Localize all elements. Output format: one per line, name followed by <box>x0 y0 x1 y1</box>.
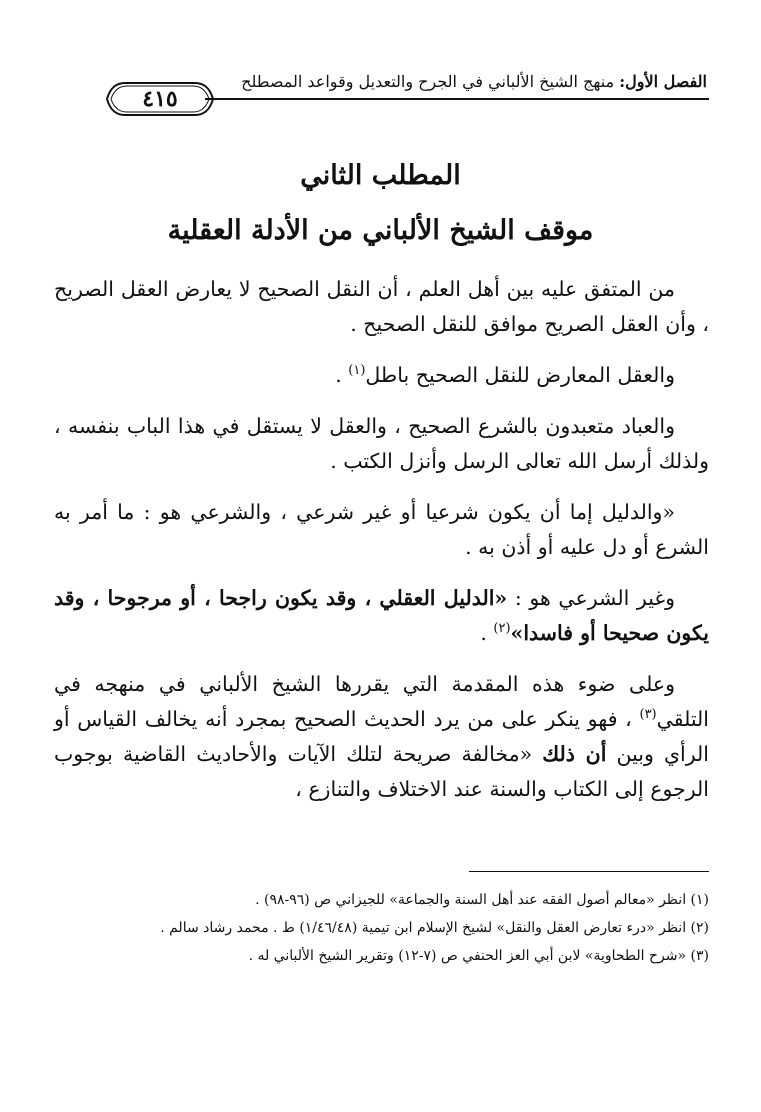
paragraph-5 <box>54 581 709 651</box>
page-number-frame <box>105 80 215 118</box>
paragraph-5-end: . <box>480 621 494 645</box>
chapter-title: منهج الشيخ الألباني في الجرح والتعديل وقواعد المصطلح <box>241 72 615 91</box>
header-rule <box>205 98 709 100</box>
paragraph-2 <box>54 358 709 393</box>
page-number: ٤١٥ <box>142 86 178 112</box>
section-heading: موقف الشيخ الألباني من الأدلة العقلية <box>167 215 594 246</box>
body-text <box>54 272 709 823</box>
chapter-label: الفصل الأول: <box>619 72 707 91</box>
footnotes <box>54 886 709 970</box>
paragraph-5-quote: «الدليل العقلي ، وقد يكون راجحا ، أو مرجوحا ، وقد يكون صحيحا أو فاسدا» <box>54 586 709 645</box>
footnote-1: (١) انظر «معالم أصول الفقه عند أهل السنة والجماعة» للجيزاني ص (٩٦-٩٨) . <box>255 892 709 908</box>
paragraph-6 <box>54 667 709 807</box>
paragraph-6-a: وعلى ضوء هذه المقدمة التي يقررها الشيخ الألباني في منهجه في التلقي <box>54 672 709 731</box>
paragraph-1: من المتفق عليه بين أهل العلم ، أن النقل الصحيح لا يعارض العقل الصريح ، وأن العقل الصريح موافق للنقل الصحيح . <box>54 277 709 336</box>
footnote-ref-2: (٢) <box>493 621 511 637</box>
paragraph-6-c: «مخالفة صريحة لتلك الآيات والأحاديث القاضية بوجوب الرجوع إلى الكتاب والسنة عند الاختلاف والتنازع ، <box>54 742 709 801</box>
footnote-rule <box>469 871 709 872</box>
section-title: المطلب الثاني <box>300 160 461 191</box>
footnote-ref-1: (١) <box>348 363 366 379</box>
paragraph-2-text: والعقل المعارض للنقل الصحيح باطل <box>365 363 675 387</box>
paragraph-6-strong: أن ذلك <box>542 742 607 766</box>
paragraph-6-b: ، فهو ينكر على من يرد الحديث الصحيح بمجرد أنه يخالف القياس أو الرأي وبين <box>54 707 709 766</box>
footnote-2: (٢) انظر «درء تعارض العقل والنقل» لشيخ الإسلام ابن تيمية (١/٤٦/٤٨) ط . محمد رشاد سالم . <box>160 920 709 936</box>
running-header <box>227 70 707 94</box>
paragraph-5-lead: وغير الشرعي هو : <box>507 586 676 610</box>
footnote-3: (٣) «شرح الطحاوية» لابن أبي العز الحنفي ص (٧-١٢) وتقرير الشيخ الألباني له . <box>248 948 709 964</box>
paragraph-3: والعباد متعبدون بالشرع الصحيح ، والعقل لا يستقل في هذا الباب بنفسه ، ولذلك أرسل الله تعالى الرسل وأنزل الكتب . <box>54 414 709 473</box>
paragraph-4: «والدليل إما أن يكون شرعيا أو غير شرعي ، والشرعي هو : ما أمر به الشرع أو دل عليه أو أذن به . <box>54 500 709 559</box>
footnote-ref-3: (٣) <box>639 707 657 723</box>
paragraph-2-end: . <box>335 363 349 387</box>
